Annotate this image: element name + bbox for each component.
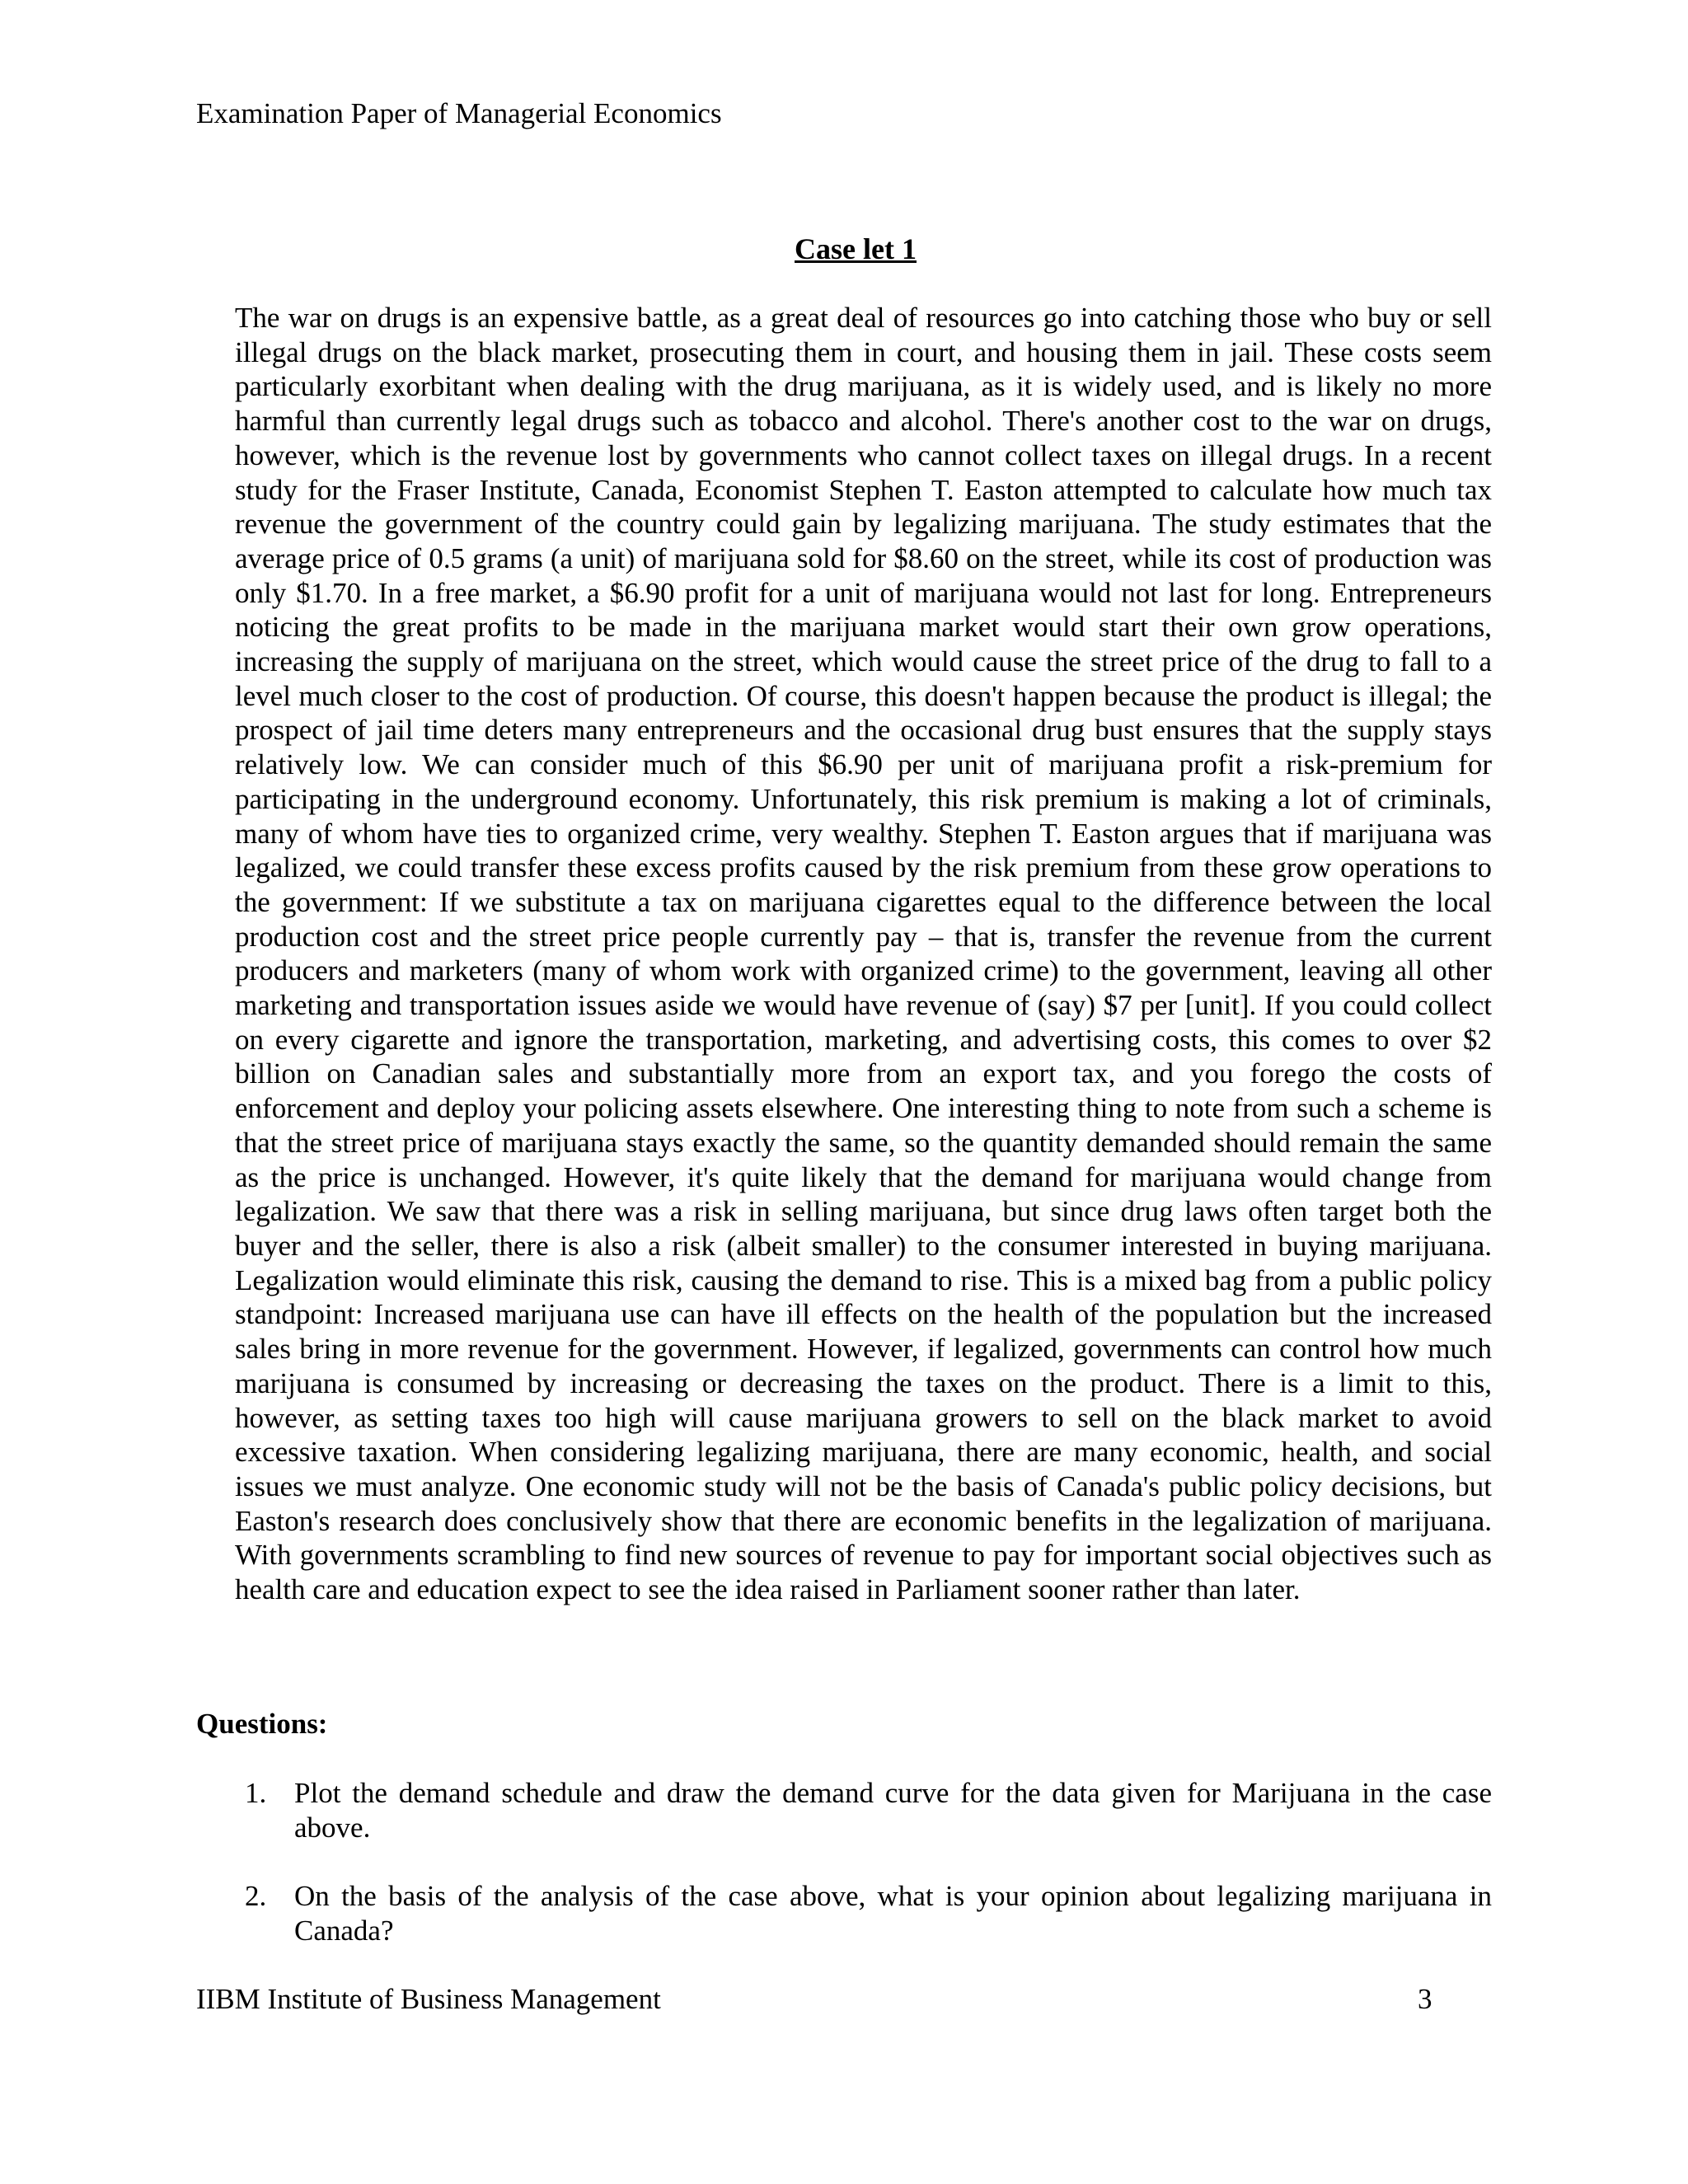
footer-institution: IIBM Institute of Business Management bbox=[196, 1983, 661, 2015]
questions-list bbox=[235, 1776, 1492, 1948]
question-item bbox=[235, 1776, 1492, 1844]
page-header: Examination Paper of Managerial Economics bbox=[196, 97, 722, 129]
question-text: On the basis of the analysis of the case above, what is your opinion about legalizing marijuana in Canada? bbox=[294, 1880, 1492, 1947]
question-item bbox=[235, 1879, 1492, 1947]
page-number: 3 bbox=[1418, 1983, 1432, 2015]
case-body-paragraph: The war on drugs is an expensive battle, as a great deal of resources go into catching those who buy or sell illegal drugs on the black market, prosecuting them in court, and housing them in jail. These costs seem particularly exorbitant when dealing with the drug marijuana, as it is widely used, and is likely no more harmful than currently legal drugs such as tobacco and alcohol. There's another cost to the war on drugs, however, which is the revenue lost by governments who cannot collect taxes on illegal drugs. In a recent study for the Fraser Institute, Canada, Economist Stephen T. Easton attempted to calculate how much tax revenue the government of the country could gain by legalizing marijuana. The study estimates that the average price of 0.5 grams (a unit) of marijuana sold for $8.60 on the street, while its cost of production was only $1.70. In a free market, a $6.90 profit for a unit of marijuana would not last for long. Entrepreneurs noticing the great profits to be made in the marijuana market would start their own grow operations, increasing the supply of marijuana on the street, which would cause the street price of the drug to fall to a level much closer to the cost of production. Of course, this doesn't happen because the product is illegal; the prospect of jail time deters many entrepreneurs and the occasional drug bust ensures that the supply stays relatively low. We can consider much of this $6.90 per unit of marijuana profit a risk-premium for participating in the underground economy. Unfortunately, this risk premium is making a lot of criminals, many of whom have ties to organized crime, very wealthy. Stephen T. Easton argues that if marijuana was legalized, we could transfer these excess profits caused by the risk premium from these grow operations to the government: If we substitute a tax on marijuana cigarettes equal to the difference between the local production cost and the street price people currently pay – that is, transfer the revenue from the current producers and marketers (many of whom work with organized crime) to the government, leaving all other marketing and transportation issues aside we would have revenue of (say) $7 per [unit]. If you could collect on every cigarette and ignore the transportation, marketing, and advertising costs, this comes to over $2 billion on Canadian sales and substantially more from an export tax, and you forego the costs of enforcement and deploy your policing assets elsewhere. One interesting thing to note from such a scheme is that the street price of marijuana stays exactly the same, so the quantity demanded should remain the same as the price is unchanged. However, it's quite likely that the demand for marijuana would change from legalization. We saw that there was a risk in selling marijuana, but since drug laws often target both the buyer and the seller, there is also a risk (albeit smaller) to the consumer interested in buying marijuana. Legalization would eliminate this risk, causing the demand to rise. This is a mixed bag from a public policy standpoint: Increased marijuana use can have ill effects on the health of the population but the increased sales bring in more revenue for the government. However, if legalized, governments can control how much marijuana is consumed by increasing or decreasing the taxes on the product. There is a limit to this, however, as setting taxes too high will cause marijuana growers to sell on the black market to avoid excessive taxation. When considering legalizing marijuana, there are many economic, health, and social issues we must analyze. One economic study will not be the basis of Canada's public policy decisions, but Easton's research does conclusively show that there are economic benefits in the legalization of marijuana. With governments scrambling to find new sources of revenue to pay for important social objectives such as health care and education expect to see the idea raised in Parliament sooner rather than later. bbox=[235, 302, 1492, 1606]
questions-heading: Questions: bbox=[196, 1708, 328, 1740]
question-number: 2. bbox=[245, 1880, 267, 1913]
case-title: Case let 1 bbox=[795, 232, 917, 265]
question-text: Plot the demand schedule and draw the demand curve for the data given for Marijuana in the case above. bbox=[294, 1777, 1492, 1844]
question-number: 1. bbox=[245, 1777, 267, 1809]
